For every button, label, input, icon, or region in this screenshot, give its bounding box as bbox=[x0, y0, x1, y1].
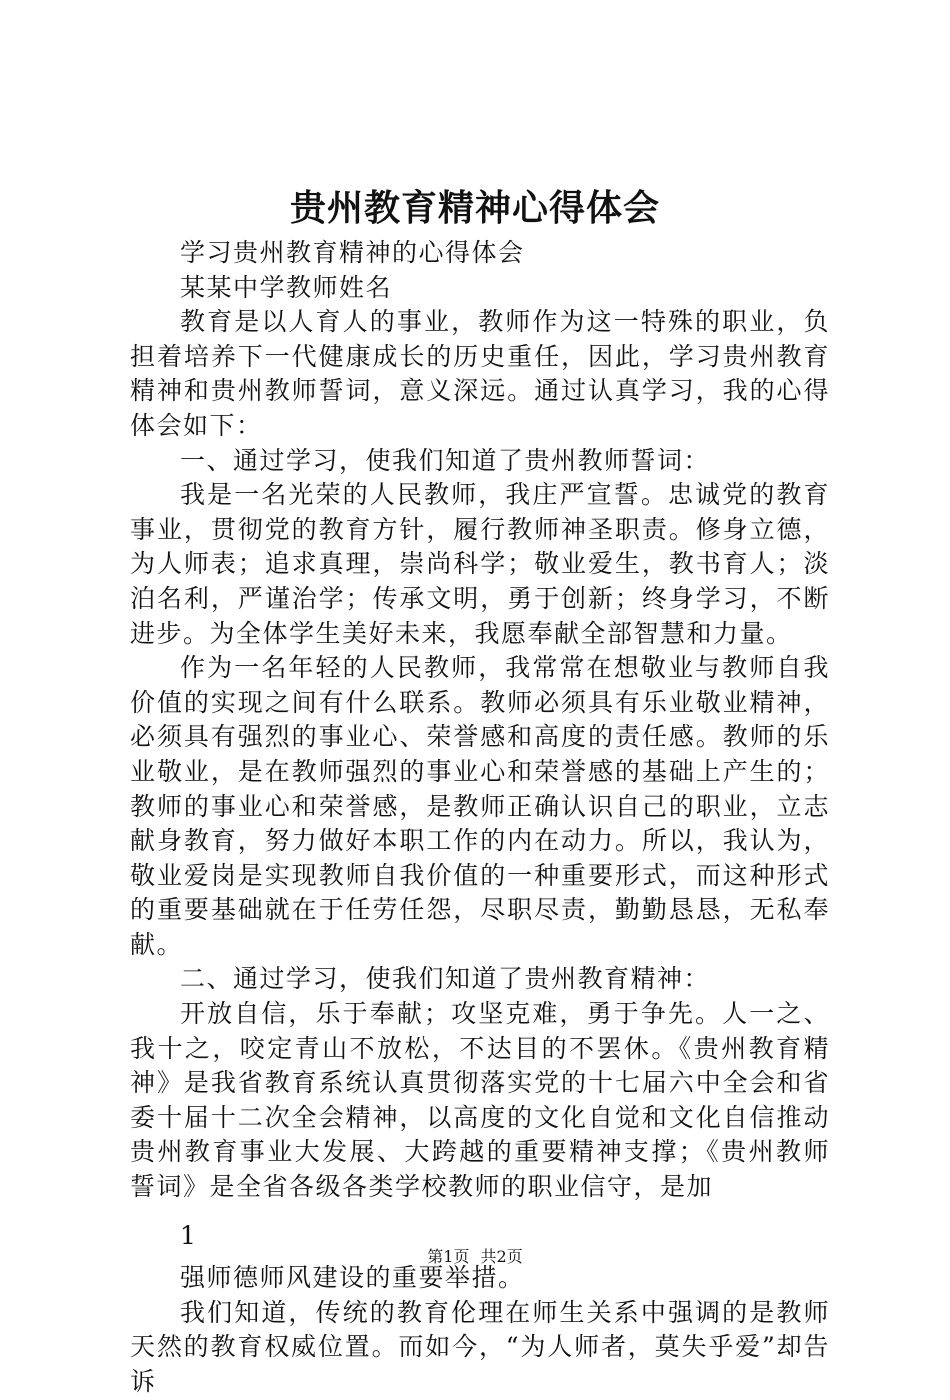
paragraph-continued-1: 强师德师风建设的重要举措。 bbox=[180, 1263, 525, 1293]
document-title: 贵州教育精神心得体会 bbox=[289, 188, 660, 229]
paragraph-section-1-heading: 一、通过学习，使我们知道了贵州教师誓词： bbox=[180, 445, 711, 475]
paragraph-subtitle: 学习贵州教育精神的心得体会 bbox=[180, 238, 525, 267]
footer-total-pages: 共2页 bbox=[480, 1247, 523, 1266]
paragraph-reflection: 作为一名年轻的人民教师，我常常在想敬业与教师自我价值的实现之间有什么联系。教师必须具有乐业敬业精神，必须具有强烈的事业心、荣誉感和高度的责任感。教师的乐业敬业，是在教师强烈的事业心和荣誉感的基础上产生的；教师的事业心和荣誉感，是教师正确认识自己的职业，立志献身教育，努力做好本职工作的内在动力。所以，我认为，敬业爱岗是实现教师自我价值的一种重要形式，而这种形式的重要基础就在于任劳任怨，尽职尽责，勤勤恳恳，无私奉献。 bbox=[130, 653, 830, 959]
page-marker: 1 bbox=[180, 1220, 198, 1250]
paragraph-author: 某某中学教师姓名 bbox=[180, 272, 393, 302]
footer-page-number: 第1页 bbox=[427, 1247, 470, 1266]
page-footer bbox=[0, 1245, 950, 1269]
paragraph-section-2-heading: 二、通过学习，使我们知道了贵州教育精神： bbox=[180, 964, 711, 994]
paragraph-oath: 我是一名光荣的人民教师，我庄严宣誓。忠诚党的教育事业，贯彻党的教育方针，履行教师神圣职责。修身立德，为人师表；追求真理，崇尚科学；敬业爱生，教书育人；淡泊名利，严谨治学；传承文明，勇于创新；终身学习，不断进步。为全体学生美好未来，我愿奉献全部智慧和力量。 bbox=[130, 480, 830, 648]
paragraph-continued-2: 我们知道，传统的教育伦理在师生关系中强调的是教师天然的教育权威位置。而如今，“为人师者，莫失乎爱”却告诉 bbox=[130, 1297, 830, 1396]
paragraph-intro: 教育是以人育人的事业，教师作为这一特殊的职业，负担着培养下一代健康成长的历史重任，因此，学习贵州教育精神和贵州教师誓词，意义深远。通过认真学习，我的心得体会如下： bbox=[130, 307, 830, 440]
paragraph-spirit: 开放自信，乐于奉献；攻坚克难，勇于争先。人一之、我十之，咬定青山不放松，不达目的不罢休。《贵州教育精神》是我省教育系统认真贯彻落实党的十七届六中全会和省委十届十二次全会精神，以高度的文化自觉和文化自信推动贵州教育事业大发展、大跨越的重要精神支撑；《贵州教师誓词》是全省各级各类学校教师的职业信守，是加 bbox=[130, 999, 830, 1202]
document-body bbox=[130, 236, 830, 1400]
